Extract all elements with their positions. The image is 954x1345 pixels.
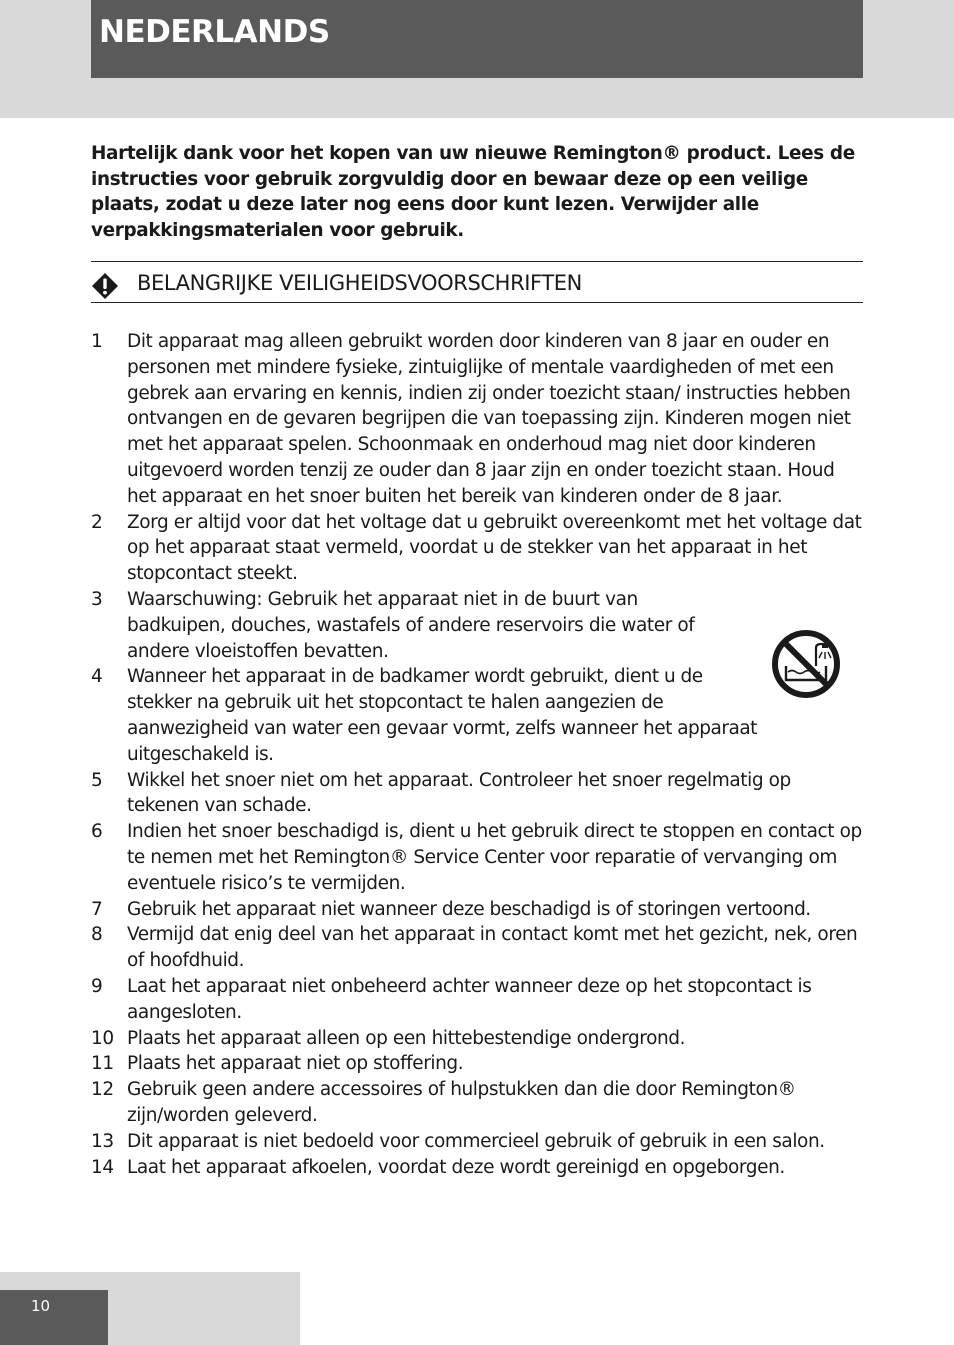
item-text: Vermijd dat enig deel van het apparaat in contact komt met het gezicht, nek, oren of hoofdhuid. <box>127 924 858 972</box>
list-item <box>91 974 863 1026</box>
list-item <box>91 1077 863 1129</box>
item-number: 6 <box>91 821 103 843</box>
item-number: 11 <box>91 1053 114 1075</box>
title-bar <box>91 0 863 78</box>
item-number: 13 <box>91 1130 114 1152</box>
item-number: 3 <box>91 588 103 610</box>
list-item <box>91 1051 863 1077</box>
item-text: Wanneer het apparaat in de badkamer wordt gebruikt, dient u de stekker na gebruik uit het stopcontact te halen aangezien de aanwezigheid van water een gevaar vormt, zelfs wanneer het apparaat uitgeschakeld is. <box>127 666 757 765</box>
page-number-box <box>0 1290 108 1345</box>
item-number: 4 <box>91 666 103 688</box>
item-text: Gebruik het apparaat niet wanneer deze beschadigd is of storingen vertoond. <box>127 898 811 920</box>
item-number: 8 <box>91 924 103 946</box>
item-text: Gebruik geen andere accessoires of hulpstukken dan die door Remington® zijn/worden geleverd. <box>127 1079 796 1126</box>
item-number: 9 <box>91 975 103 997</box>
item-text: Plaats het apparaat niet op stoffering. <box>127 1053 464 1075</box>
list-item <box>91 922 863 974</box>
safety-list <box>91 329 863 1180</box>
item-text: Plaats het apparaat alleen op een hittebestendige ondergrond. <box>127 1027 686 1049</box>
item-number: 5 <box>91 769 103 791</box>
list-item <box>91 1026 863 1052</box>
item-text: Dit apparaat mag alleen gebruikt worden door kinderen van 8 jaar en ouder en personen met mindere fysieke, zintuiglijke of mentale vaardigheden of met een gebrek aan ervaring en kennis, indien zij onder toezicht staan/ instructies hebben ontvangen en de gevaren begrijpen die van toepassing zijn. Kinderen mogen niet met het apparaat spelen. Schoonmaak en onderhoud mag niet door kinderen uitgevoerd worden tenzij ze ouder dan 8 jaar zijn en onder toezicht staan. Houd het apparaat en het snoer buiten het bereik van kinderen onder de 8 jaar. <box>127 331 851 507</box>
list-item <box>91 664 863 767</box>
item-number: 7 <box>91 898 103 920</box>
item-text: Wikkel het snoer niet om het apparaat. Controleer het snoer regelmatig op tekenen van schade. <box>127 769 791 817</box>
warning-diamond-icon <box>91 272 119 300</box>
list-item <box>91 819 863 896</box>
page-number: 10 <box>31 1297 51 1315</box>
item-text: Waarschuwing: Gebruik het apparaat niet in de buurt van badkuipen, douches, wastafels of andere reservoirs die water of andere vloeistoffen bevatten. <box>127 588 695 662</box>
item-number: 2 <box>91 511 103 533</box>
item-text: Laat het apparaat niet onbeheerd achter wanneer deze op het stopcontact is aangesloten. <box>127 975 812 1023</box>
item-text: Dit apparaat is niet bedoeld voor commercieel gebruik of gebruik in een salon. <box>127 1130 825 1152</box>
section-title: BELANGRIJKE VEILIGHEIDSVOORSCHRIFTEN <box>137 271 582 295</box>
safety-section-header <box>91 261 863 303</box>
item-number: 10 <box>91 1027 114 1049</box>
item-number: 14 <box>91 1156 114 1178</box>
item-text: Laat het apparaat afkoelen, voordat deze wordt gereinigd en opgeborgen. <box>127 1156 785 1178</box>
intro-paragraph: Hartelijk dank voor het kopen van uw nieuwe Remington® product. Lees de instructies voor gebruik zorgvuldig door en bewaar deze op een veilige plaats, zodat u deze later nog eens door kunt lezen. Verwijder alle verpakkingsmaterialen voor gebruik. <box>91 143 855 241</box>
item-number: 1 <box>91 331 103 352</box>
list-item <box>91 510 863 587</box>
list-item <box>91 587 863 664</box>
list-item <box>91 768 863 820</box>
list-item <box>91 1155 863 1181</box>
list-item <box>91 1129 863 1155</box>
page-title: NEDERLANDS <box>99 14 330 50</box>
item-text: Indien het snoer beschadigd is, dient u het gebruik direct te stoppen en contact op te nemen met het Remington® Service Center voor reparatie of vervanging om eventuele risico’s te vermijden. <box>127 821 862 894</box>
item-number: 12 <box>91 1079 114 1101</box>
list-item <box>91 329 863 510</box>
no-water-bathtub-icon <box>770 628 842 700</box>
item-text: Zorg er altijd voor dat het voltage dat u gebruikt overeenkomt met het voltage dat op het apparaat staat vermeld, voordat u de stekker van het apparaat in het stopcontact steekt. <box>127 511 862 585</box>
list-item <box>91 897 863 923</box>
